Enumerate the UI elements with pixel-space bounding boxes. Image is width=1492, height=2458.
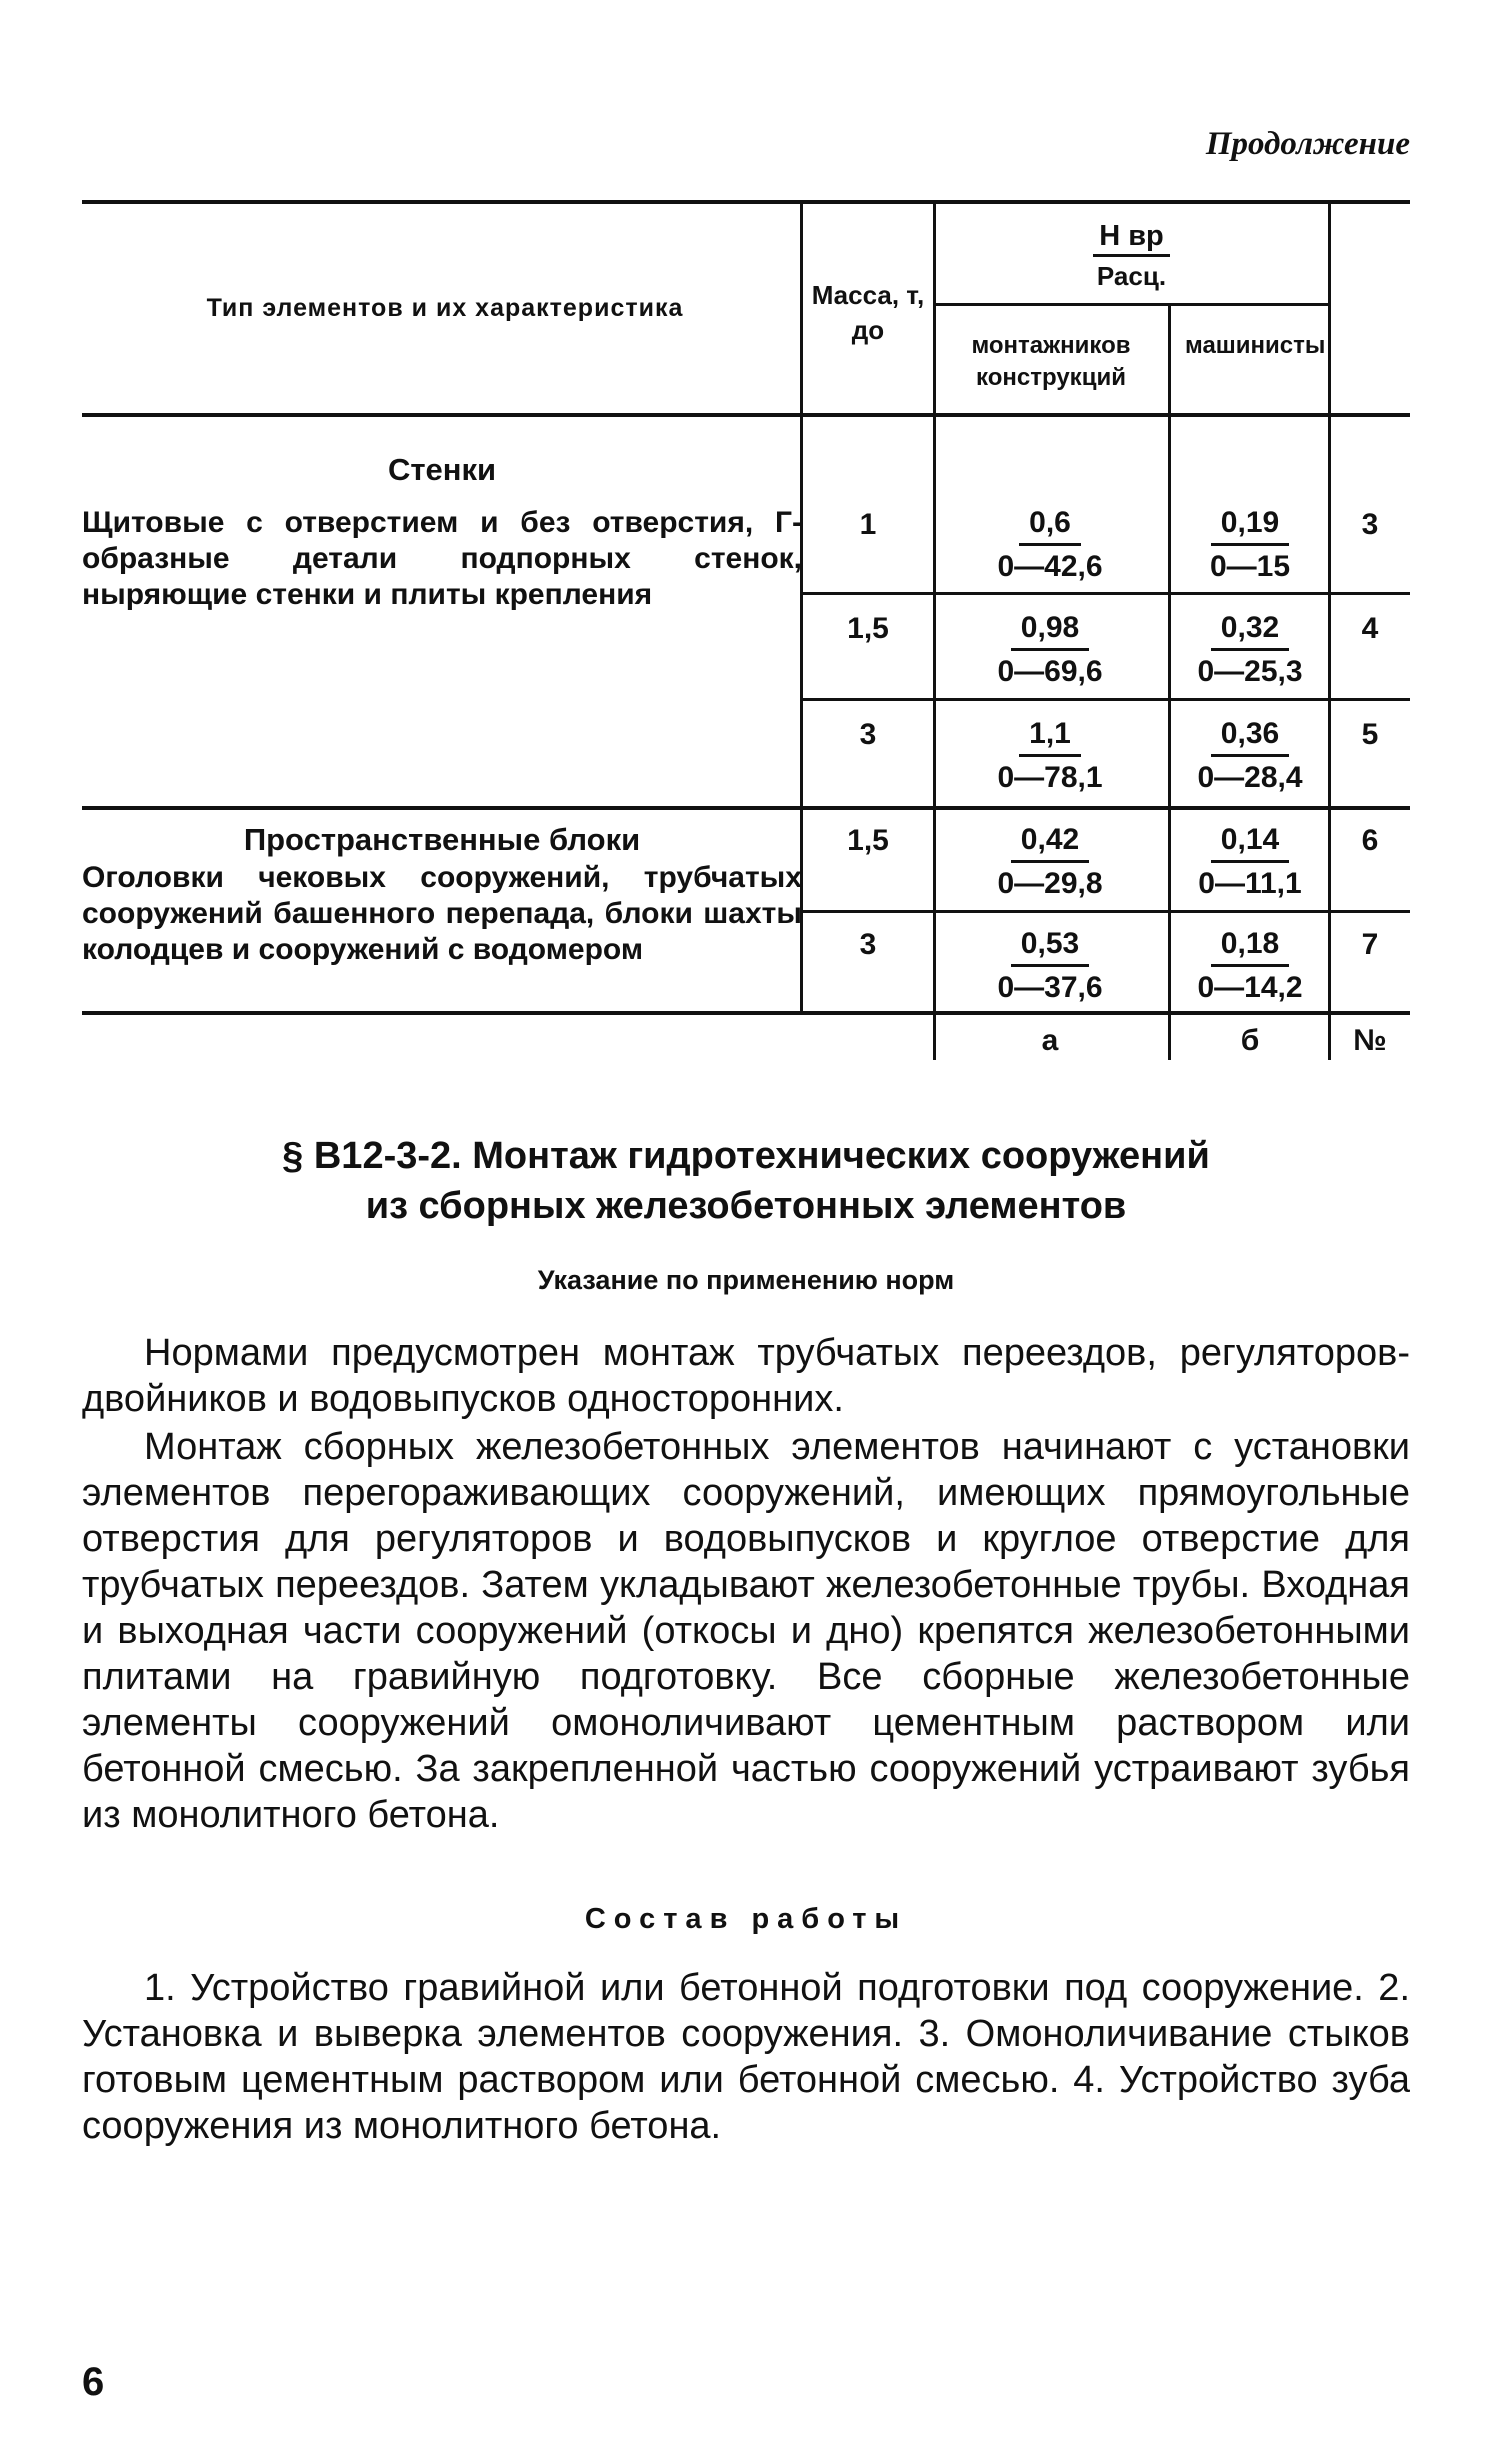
continued-label: Продолжение — [1205, 126, 1410, 162]
header-mont: монтажников конструкций — [971, 332, 1131, 392]
mash-norm-cell — [1165, 503, 1335, 588]
norm-rate: 0—28,4 — [1197, 761, 1303, 794]
mass-cell: 1,5 — [847, 612, 889, 645]
work-list-text: 1. Устройство гравийной или бетонной подготовки под сооружение. 2. Установка и выверка элементов сооружения. 3. Омоноличивание стыков готовым цементным раствором или бетонной смесью. 4. Устройство зуба сооружения из монолитного бетона. — [82, 1967, 1410, 2147]
norm-time: 1,1 — [1019, 714, 1081, 757]
norm-rate: 0—15 — [1209, 550, 1291, 583]
mass-cell: 3 — [859, 928, 877, 961]
norm-time: 0,19 — [1211, 503, 1289, 546]
mash-norm-cell — [1165, 820, 1335, 905]
row-rule-3 — [803, 910, 1410, 913]
norm-time: 0,18 — [1211, 924, 1289, 967]
group-desc-walls: Щитовые с отверстием и без отверстия, Г-образные детали подпорных стенок, ныряющие стенки и плиты крепления — [82, 506, 802, 611]
row-number: 3 — [1361, 508, 1379, 541]
header-norm-rule — [935, 303, 1330, 306]
row-rule-1 — [803, 592, 1410, 595]
mash-norm-cell — [1165, 924, 1335, 1009]
norm-time: 0,32 — [1211, 608, 1289, 651]
work-list — [82, 1965, 1410, 2149]
table-bottom-rule — [82, 1011, 1410, 1015]
work-heading: Состав работы — [584, 1903, 908, 1935]
norm-time: 0,98 — [1011, 608, 1089, 651]
norm-rate: 0—11,1 — [1198, 867, 1302, 900]
norm-rate: 0—69,6 — [997, 655, 1103, 688]
instruction-heading: Указание по применению норм — [537, 1265, 955, 1295]
norm-rate: 0—14,2 — [1197, 971, 1303, 1004]
header-mash: машинисты — [1185, 332, 1326, 359]
mash-norm-cell — [1165, 714, 1335, 799]
mont-norm-cell — [965, 924, 1135, 1009]
row-number: 4 — [1361, 612, 1379, 645]
mont-norm-cell — [965, 714, 1135, 799]
mont-norm-cell — [965, 608, 1135, 693]
norm-rate: 0—25,3 — [1197, 655, 1303, 688]
group-title-walls: Стенки — [387, 452, 497, 487]
header-norm-sub: Расц. — [1096, 261, 1167, 291]
section-title-line2: из сборных железобетонных элементов — [365, 1185, 1127, 1227]
norm-rate: 0—42,6 — [997, 550, 1103, 583]
header-type: Тип элементов и их характеристика — [206, 294, 684, 322]
mass-cell: 1 — [859, 508, 877, 541]
header-norm — [935, 218, 1328, 295]
column-index-b: б — [1240, 1024, 1260, 1057]
mont-norm-cell — [965, 503, 1135, 588]
group-desc-blocks: Оголовки чековых сооружений, трубчатых сооружений башенного перепада, блоки шахты колодцев и сооружений с водомером — [82, 861, 802, 966]
mass-cell: 3 — [859, 718, 877, 751]
paragraph-2 — [82, 1424, 1410, 1838]
section-title-line1: § В12-3-2. Монтаж гидротехнических сооружений — [282, 1135, 1210, 1177]
norm-rate: 0—37,6 — [997, 971, 1103, 1004]
row-rule-2 — [803, 698, 1410, 701]
row-number: 6 — [1361, 824, 1379, 857]
paragraph-1 — [82, 1330, 1410, 1422]
norm-time: 0,6 — [1019, 503, 1081, 546]
col-divider-mass — [933, 200, 936, 1060]
page-number: 6 — [82, 2360, 105, 2404]
paragraph-1-text: Нормами предусмотрен монтаж трубчатых переездов, регуляторов-двойников и водовыпусков односторонних. — [82, 1332, 1410, 1420]
group-rule — [82, 806, 1410, 810]
header-norm-title: Н вр — [1093, 218, 1170, 257]
group-title-blocks: Пространственные блоки — [243, 822, 641, 857]
norm-time: 0,42 — [1011, 820, 1089, 863]
mont-norm-cell — [965, 820, 1135, 905]
mash-norm-cell — [1165, 608, 1335, 693]
paragraph-2-text: Монтаж сборных железобетонных элементов начинают с установки элементов перегораживающих сооружений, имеющих прямоугольные отверстия для регуляторов и водовыпусков и круглое отверстие для трубчатых переездов. Затем укладывают железобетонные трубы. Входная и выходная части сооружений (откосы и дно) крепятся железобетонными плитами на гравийную подготовку. Все сборные железобетонные элементы сооружений омоноличивают цементным раствором или бетонной смесью. За закрепленной частью сооружений устраивают зубья из монолитного бетона. — [82, 1426, 1410, 1836]
header-bottom-rule — [82, 413, 1410, 417]
row-number: 7 — [1361, 928, 1379, 961]
column-index-a: а — [1041, 1024, 1059, 1057]
header-mass: Масса, т, до — [811, 280, 925, 346]
row-number: 5 — [1361, 718, 1379, 751]
norm-rate: 0—78,1 — [997, 761, 1103, 794]
norm-rate: 0—29,8 — [997, 867, 1103, 900]
table-top-rule — [82, 200, 1410, 204]
column-index-no: № — [1353, 1024, 1387, 1057]
norm-time: 0,53 — [1011, 924, 1089, 967]
norm-time: 0,14 — [1211, 820, 1289, 863]
norm-time: 0,36 — [1211, 714, 1289, 757]
mass-cell: 1,5 — [847, 824, 889, 857]
